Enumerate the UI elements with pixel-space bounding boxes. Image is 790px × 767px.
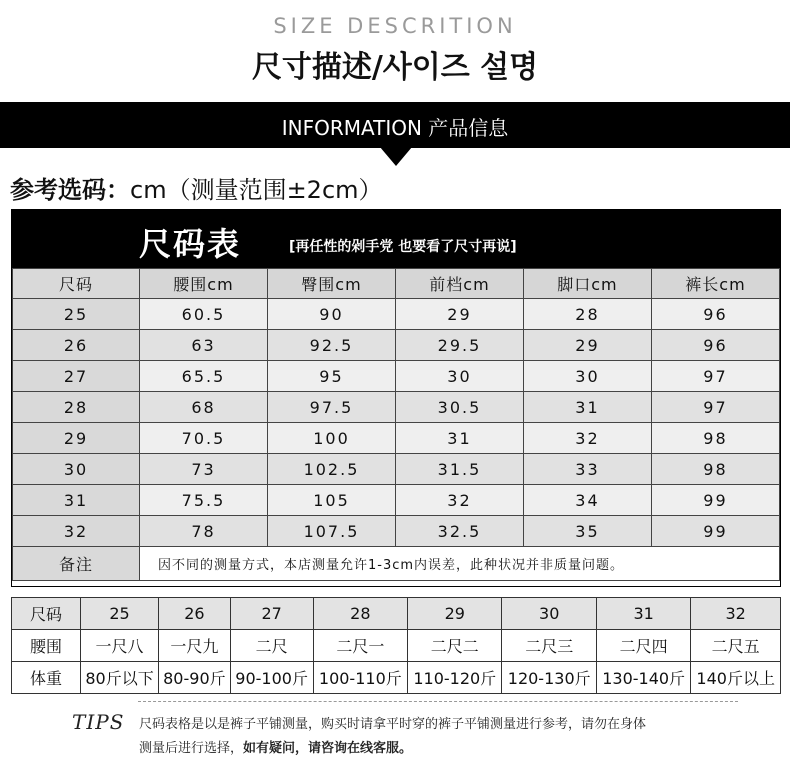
note-label: 备注 [13,547,140,581]
table-row [13,516,780,547]
table-row [13,392,780,423]
table-cell: 25 [81,598,159,630]
table-cell: 105 [267,485,395,516]
size-chart [11,209,781,587]
table-cell: 体重 [12,662,81,694]
table-cell: 98 [651,454,779,485]
table-cell: 二尺四 [596,630,690,662]
table-cell: 92.5 [267,330,395,361]
table-cell: 尺码 [12,598,81,630]
size-chart-table [12,268,780,581]
table-cell: 80斤以下 [81,662,159,694]
reference-label: 参考选码： [10,176,130,204]
table-cell: 78 [140,516,268,547]
section-subtitle: SIZE DESCRITION [273,14,517,38]
tips-divider [138,701,738,702]
table-cell: 120-130斤 [502,662,596,694]
table-cell: 31 [395,423,523,454]
table-cell: 33 [523,454,651,485]
table-cell: 25 [13,299,140,330]
table-cell: 97 [651,392,779,423]
table-cell: 28 [523,299,651,330]
table-row [12,630,781,662]
table-cell: 98 [651,423,779,454]
column-header: 前档cm [395,269,523,299]
tips-text-line-2 [139,737,412,756]
table-cell: 90-100斤 [230,662,313,694]
table-cell: 31 [596,598,690,630]
table-row [13,454,780,485]
note-row [13,547,780,581]
column-header: 腰围cm [140,269,268,299]
table-cell: 30 [13,454,140,485]
table-row [13,330,780,361]
table-cell: 102.5 [267,454,395,485]
tips-text-bold: 如有疑问，请咨询在线客服。 [243,741,413,756]
table-cell: 二尺五 [691,630,781,662]
table-cell: 96 [651,330,779,361]
table-cell: 96 [651,299,779,330]
column-header: 脚口cm [523,269,651,299]
table-cell: 一尺九 [159,630,231,662]
table-cell: 29 [523,330,651,361]
table-cell: 95 [267,361,395,392]
size-chart-header [12,210,780,268]
table-cell: 腰围 [12,630,81,662]
info-banner-text: INFORMATION 产品信息 [281,116,509,140]
table-cell: 32 [523,423,651,454]
table-cell: 二尺三 [502,630,596,662]
table-cell: 27 [230,598,313,630]
column-header: 尺码 [13,269,140,299]
table-row [13,485,780,516]
table-cell: 32 [395,485,523,516]
table-row [12,598,781,630]
table-cell: 97.5 [267,392,395,423]
table-cell: 29 [13,423,140,454]
table-row [13,423,780,454]
table-cell: 60.5 [140,299,268,330]
table-cell: 27 [13,361,140,392]
table-cell: 二尺二 [408,630,502,662]
note-text: 因不同的测量方式，本店测量允许1-3cm内误差，此种状况并非质量问题。 [140,547,780,581]
table-cell: 73 [140,454,268,485]
table-cell: 30 [395,361,523,392]
table-header-row [13,269,780,299]
column-header: 裤长cm [651,269,779,299]
table-row [13,299,780,330]
table-cell: 26 [13,330,140,361]
banner-arrow-icon [380,147,412,166]
table-cell: 二尺 [230,630,313,662]
table-cell: 70.5 [140,423,268,454]
tips-text-plain: 测量后进行选择， [139,741,244,756]
table-cell: 29.5 [395,330,523,361]
table-cell: 90 [267,299,395,330]
table-cell: 32 [691,598,781,630]
table-row [12,662,781,694]
table-cell: 28 [313,598,407,630]
table-cell: 110-120斤 [408,662,502,694]
table-cell: 75.5 [140,485,268,516]
table-cell: 99 [651,516,779,547]
table-cell: 一尺八 [81,630,159,662]
table-cell: 35 [523,516,651,547]
table-cell: 31 [523,392,651,423]
table-cell: 31.5 [395,454,523,485]
table-cell: 30 [502,598,596,630]
table-cell: 29 [395,299,523,330]
table-cell: 100-110斤 [313,662,407,694]
table-cell: 二尺一 [313,630,407,662]
table-cell: 100 [267,423,395,454]
table-cell: 32.5 [395,516,523,547]
tips-heading: TIPS [72,710,125,734]
section-title: 尺寸描述/사이즈 설명 [251,50,539,85]
table-cell: 63 [140,330,268,361]
table-cell: 30 [523,361,651,392]
table-cell: 32 [13,516,140,547]
table-cell: 140斤以上 [691,662,781,694]
reference-line [10,170,383,205]
table-cell: 26 [159,598,231,630]
table-cell: 65.5 [140,361,268,392]
size-chart-subtitle: [再任性的剁手党 也要看了尺寸再说] [289,239,517,255]
table-cell: 31 [13,485,140,516]
table-cell: 68 [140,392,268,423]
table-cell: 130-140斤 [596,662,690,694]
size-chart-title: 尺码表 [139,225,242,263]
table-cell: 97 [651,361,779,392]
table-cell: 107.5 [267,516,395,547]
table-row [13,361,780,392]
weight-chart-table [11,597,781,694]
table-cell: 99 [651,485,779,516]
reference-value: cm（测量范围±2cm） [130,176,383,204]
table-cell: 80-90斤 [159,662,231,694]
table-cell: 30.5 [395,392,523,423]
table-cell: 28 [13,392,140,423]
column-header: 臀围cm [267,269,395,299]
tips-text-line-1: 尺码表格是以是裤子平铺测量，购买时请拿平时穿的裤子平铺测量进行参考，请勿在身体 [139,717,647,732]
table-cell: 34 [523,485,651,516]
table-cell: 29 [408,598,502,630]
